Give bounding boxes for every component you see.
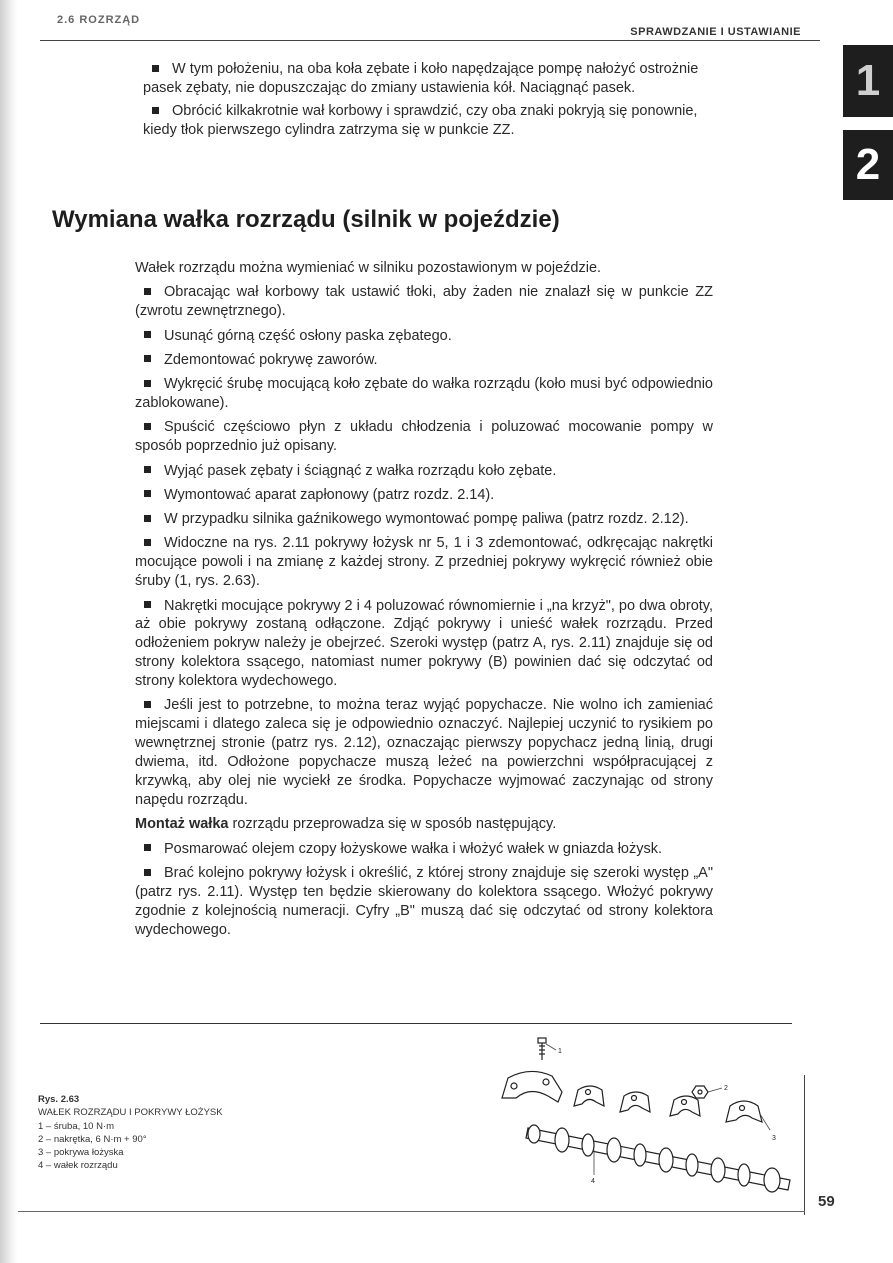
legend-item: 3 – pokrywa łożyska [38, 1147, 124, 1159]
body-intro-paragraph: Wałek rozrządu można wymieniać w silniku pozostawionym w pojeździe. [135, 260, 602, 276]
section-title: Wymiana wałka rozrządu (silnik w pojeździe) [52, 206, 560, 233]
body-text [135, 259, 713, 945]
step-bullet: Usunąć górną część osłony paska zębatego. [135, 327, 713, 346]
bullet-icon [144, 539, 151, 546]
step-bullet: Zdemontować pokrywę zaworów. [135, 351, 713, 370]
callout-2: 2 [724, 1085, 728, 1092]
camshaft-illustration [490, 1030, 800, 1195]
bullet-icon [152, 65, 159, 72]
bullet-icon [144, 701, 151, 708]
margin-rule [804, 1075, 805, 1215]
step-bullet: Wyjąć pasek zębaty i ściągnąć z wałka rozrządu koło zębate. [135, 462, 713, 481]
camshaft-icon [526, 1125, 790, 1192]
bullet-icon [144, 490, 151, 497]
step-bullet: Nakrętki mocujące pokrywy 2 i 4 poluzować równomiernie i „na krzyż", po dwa obroty, aż obie pokrywy zostaną odłączone. Zdjąć pokrywy i unieść wałek rozrządu. Przed odłożeniem pokryw należy je obejrzeć. Szeroki występ (patrz A, rys. 2.11) znajduje się od strony kolektora ssącego, natomiast numer pokrywy (B) powinien dać się odczytać od strony kolektora wydechowego. [135, 597, 713, 690]
bullet-icon [144, 515, 151, 522]
bullet-icon [144, 601, 151, 608]
bullet-icon [144, 380, 151, 387]
page-number: 59 [818, 1193, 835, 1210]
page-edge-shadow [0, 0, 18, 1263]
legend-item: 1 – śruba, 10 N·m [38, 1120, 115, 1132]
bolt-icon [538, 1038, 546, 1060]
assembly-lead: Montaż wałka [135, 816, 229, 833]
step-bullet: Wymontować aparat zapłonowy (patrz rozdz. 2.14). [135, 486, 713, 505]
callout-1: 1 [558, 1048, 562, 1055]
intro-bullet: W tym położeniu, na oba koła zębate i koło napędzające pompę nałożyć ostrożnie pasek zębaty, nie dopuszczając do zmiany ustawienia kół. Naciągnąć pasek. [143, 61, 699, 96]
figure-divider [40, 1023, 792, 1024]
bearing-cap-icon [574, 1086, 604, 1106]
bullet-icon [152, 107, 159, 114]
bullet-icon [144, 844, 151, 851]
running-header-chapter: SPRAWDZANIE I USTAWIANIE [630, 26, 801, 38]
intro-bullet: Obrócić kilkakrotnie wał korbowy i sprawdzić, czy oba znaki pokryją się ponownie, kiedy tłok pierwszego cylindra zatrzyma się w punkcie ZZ. [143, 103, 698, 138]
callout-3: 3 [772, 1135, 776, 1142]
assembly-heading-paragraph: Montaż wałka rozrządu przeprowadza się w sposób następujący. [135, 816, 557, 833]
bearing-cap-icon [670, 1096, 700, 1116]
bullet-icon [144, 331, 151, 338]
figure-caption [38, 1093, 223, 1173]
step-bullet: Posmarować olejem czopy łożyskowe wałka i włożyć wałek w gniazda łożysk. [135, 840, 713, 859]
bullet-icon [144, 466, 151, 473]
figure-label: Rys. 2.63 [38, 1094, 80, 1105]
bullet-icon [144, 288, 151, 295]
legend-item: 4 – wałek rozrządu [38, 1160, 118, 1172]
chapter-tab-1: 1 [843, 45, 893, 117]
step-bullet: Jeśli jest to potrzebne, to można teraz wyjąć popychacze. Nie wolno ich zamieniać miejscami i dlatego zaleca się je odpowiednio oznaczyć. Najlepiej uczynić to rysikiem po wewnętrznej stronie (patrz rys. 2.12), oznaczając pierwszy popychacz jedną linią, drugi dwiema, itd. Odłożone popychacze muszą leżeć na powierzchni współpracującej z krzywką, aby olej nie wyciekł ze środka. Popychacze wyjmować zaczynając od strony napędu rozrządu. [135, 697, 713, 808]
footer-rule [18, 1211, 805, 1212]
callout-4: 4 [591, 1178, 595, 1185]
legend-item: 2 – nakrętka, 6 N·m + 90° [38, 1133, 147, 1145]
step-bullet: Wykręcić śrubę mocującą koło zębate do wałka rozrządu (koło musi być odpowiednio zablokowane). [135, 376, 713, 411]
bearing-cap-icon [502, 1071, 562, 1102]
figure-title: WAŁEK ROZRZĄDU I POKRYWY ŁOŻYSK [38, 1107, 223, 1119]
bullet-icon [144, 423, 151, 430]
step-bullet: Spuścić częściowo płyn z układu chłodzenia i poluzować mocowanie pompy w sposób poprzednio już opisany. [135, 419, 713, 455]
bearing-cap-icon [726, 1101, 762, 1122]
chapter-tab-2: 2 [843, 130, 893, 200]
step-bullet: Widoczne na rys. 2.11 pokrywy łożysk nr 5, 1 i 3 zdemontować, odkręcając nakrętki mocujące powoli i na zmianę z każdej strony. Z przedniej pokrywy wykręcić również obie śruby (1, rys. 2.63). [135, 535, 713, 590]
bearing-cap-icon [620, 1092, 650, 1112]
step-bullet: Obracając wał korbowy tak ustawić tłoki, aby żaden nie znalazł się w punkcie ZZ (zwrotu zewnętrznego). [135, 284, 713, 320]
step-bullet: W przypadku silnika gaźnikowego wymontować pompę paliwa (patrz rozdz. 2.12). [135, 510, 713, 529]
intro-section [143, 60, 713, 145]
nut-icon [692, 1086, 708, 1098]
step-bullet: Brać kolejno pokrywy łożysk i określić, z której strony znajduje się szeroki występ „A" (patrz rys. 2.11). Występ ten będzie skierowany do kolektora ssącego. Włożyć pokrywy zgodnie z kolejnością numeracji. Cyfry „B" muszą dać się odczytać od strony kolektora wydechowego. [135, 864, 713, 938]
header-rule [40, 40, 820, 41]
bullet-icon [144, 869, 151, 876]
bullet-icon [144, 355, 151, 362]
running-header-section: 2.6 ROZRZĄD [57, 14, 141, 26]
